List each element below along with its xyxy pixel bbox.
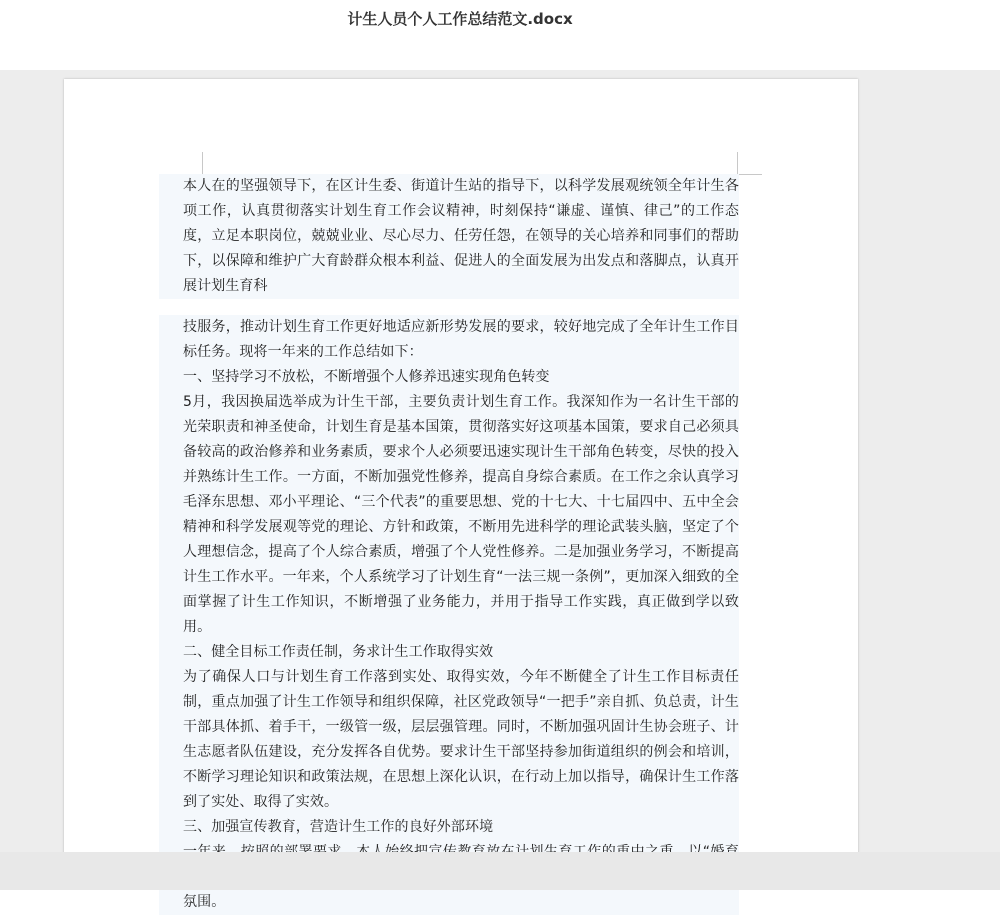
section-heading-3: 三、加强宣传教育，营造计生工作的良好外部环境 [183,819,494,835]
page-break-gap [159,299,739,315]
paragraph-section-1: 5月，我因换届选举成为计生干部，主要负责计划生育工作。我深知作为一名计生干部的光荣职责和神圣使命，计划生育是基本国策，贯彻落实好这项基本国策，要求自己必须具备较高的政治修养和业务素质，要求个人必须要迅速实现计生干部角色转变，尽快的投入并熟练计生工作。一方面，不断加强党性修养，提高自身综合素质。在工作之余认真学习毛泽东思想、邓小平理论、“三个代表”的重要思想、党的十七大、十七届四中、五中全会精神和科学发展观等党的理论、方针和政策，不断用先进科学的理论武装头脑，坚定了个人理想信念，提高了个人综合素质，增强了个人党性修养。二是加强业务学习，不断提高计生工作水平。一年来，个人系统学习了计划生育“一法三规一条例”，更加深入细致的全面掌握了计生工作知识，不断增强了业务能力，并用于指导工作实践，真正做到学以致用。 [183,394,739,635]
section-heading-2: 二、健全目标工作责任制，务求计生工作取得实效 [183,644,494,660]
document-title: 计生人员个人工作总结范文.docx [347,10,573,28]
paragraph-section-2: 为了确保人口与计划生育工作落到实处、取得实效，今年不断健全了计生工作目标责任制，重点加强了计生工作领导和组织保障，社区党政领导“一把手”亲自抓、负总责，计生干部具体抓、着手干，一级管一级，层层强管理。同时，不断加强巩固计生协会班子、计生志愿者队伍建设，充分发挥各自优势。要求计生干部坚持参加街道组织的例会和培训，不断学习理论知识和政策法规，在思想上深化认识，在行动上加以指导，确保计生工作落到了实处、取得了实效。 [183,669,739,810]
title-bar [0,0,1000,70]
document-page [64,79,858,910]
document-viewer[interactable] [0,70,1000,910]
margin-corner-top-right [737,152,762,175]
paragraph-intro: 本人在的坚强领导下，在区计生委、街道计生站的指导下，以科学发展观统领全年计生各项工作，认真贯彻落实计划生育工作会议精神，时刻保持“谦虚、谨慎、律己”的工作态度，立足本职岗位，兢兢业业、尽心尽力、任劳任怨，在领导的关心培养和同事们的帮助下，以保障和维护广大育龄群众根本利益、促进人的全面发展为出发点和落脚点，认真开展计划生育科 [183,178,739,294]
margin-corner-top-left [184,152,203,175]
document-body [159,174,739,915]
bottom-bar [0,852,1000,890]
paragraph-section-3: 氛围。 [183,894,226,910]
paragraph-intro-continued: 技服务，推动计划生育工作更好地适应新形势发展的要求，较好地完成了全年计生工作目标任务。现将一年来的工作总结如下： [183,319,739,360]
section-heading-1: 一、坚持学习不放松，不断增强个人修养迅速实现角色转变 [183,369,550,385]
